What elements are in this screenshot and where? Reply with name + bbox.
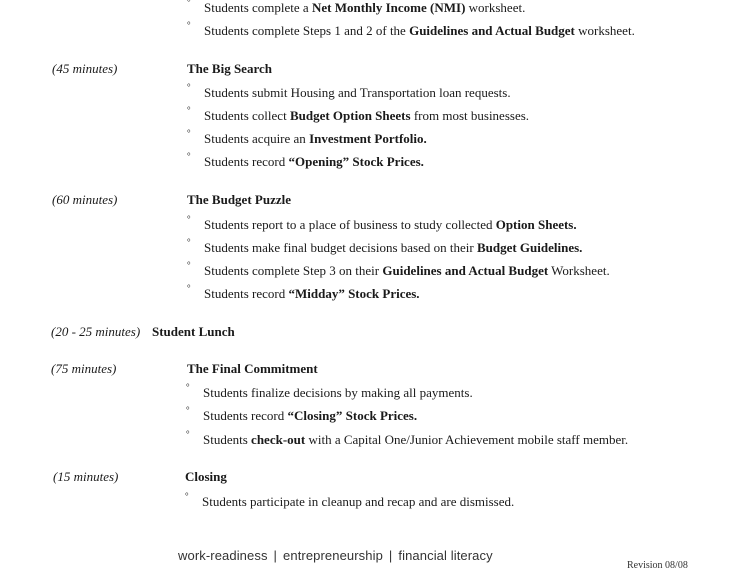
bullet-icon: ° (186, 429, 190, 439)
bullet-icon: ° (187, 105, 191, 115)
section-duration: (20 - 25 minutes) (51, 324, 141, 339)
section-title: Closing (185, 469, 227, 484)
bullet-icon: ° (187, 283, 191, 293)
section-title: Student Lunch (152, 324, 235, 339)
bullet-icon: ° (187, 260, 191, 270)
bullet-icon: ° (187, 82, 191, 92)
bullet-icon: ° (187, 214, 191, 224)
section-title: The Final Commitment (187, 361, 318, 376)
bullet-icon: ° (185, 491, 189, 501)
bullet-icon: ° (186, 382, 190, 392)
section-duration: (75 minutes) (51, 361, 117, 376)
tagline-separator: | (273, 548, 278, 563)
bullet-icon: ° (187, 128, 191, 138)
footer-tagline (178, 548, 493, 563)
section-title: The Big Search (187, 61, 272, 76)
tagline-separator: | (388, 548, 393, 563)
bullet-icon: ° (186, 405, 190, 415)
section-title: The Budget Puzzle (187, 192, 291, 207)
tagline-work-readiness: work-readiness (178, 548, 268, 563)
bullet-icon: ° (187, 20, 191, 30)
section-duration: (15 minutes) (53, 469, 119, 484)
bullet-icon: ° (187, 0, 191, 7)
bullet-icon: ° (187, 237, 191, 247)
section-duration: (60 minutes) (52, 192, 118, 207)
section-duration: (45 minutes) (52, 61, 118, 76)
bullet-icon: ° (187, 151, 191, 161)
tagline-financial-literacy: financial literacy (398, 548, 493, 563)
revision-label: Revision 08/08 (627, 560, 688, 571)
tagline-entrepreneurship: entrepreneurship (283, 548, 383, 563)
